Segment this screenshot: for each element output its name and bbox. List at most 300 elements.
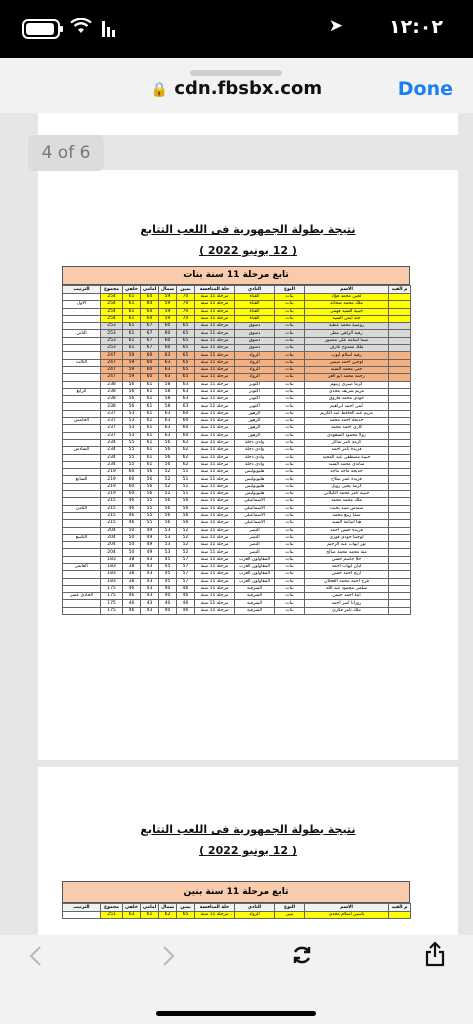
cell-club: المقاولون العرب <box>235 563 275 570</box>
table-row <box>63 301 411 308</box>
cell-gender: بنات <box>275 330 305 337</box>
cell-f: 56 <box>141 491 159 498</box>
cell-club: القناة <box>235 294 275 301</box>
cell-r: 62 <box>177 447 195 454</box>
cell-r: 65 <box>177 374 195 381</box>
table-row <box>63 308 411 315</box>
cell-f: 43 <box>141 593 159 600</box>
cell-stage: مرحلة 11 سنة <box>195 301 235 308</box>
pdf-viewer[interactable] <box>0 113 473 935</box>
cell-gender: بنات <box>275 396 305 403</box>
table-row <box>63 593 411 600</box>
cell-id <box>389 308 411 315</box>
cell-stage: مرحلة 11 سنة <box>195 549 235 556</box>
cell-r: 60 <box>177 418 195 425</box>
cell-b: 61 <box>123 330 141 337</box>
refresh-icon[interactable] <box>290 943 314 973</box>
cell-r: 63 <box>177 388 195 395</box>
cell-b: 60 <box>123 483 141 490</box>
cell-club: وادي دجلة <box>235 439 275 446</box>
cell-b: 46 <box>123 520 141 527</box>
cell-stage: مرحلة 11 سنة <box>195 527 235 534</box>
cell-r: 70 <box>177 294 195 301</box>
table-row <box>63 607 411 614</box>
column-header: الاسم <box>305 286 389 294</box>
cell-b: 60 <box>123 476 141 483</box>
cell-r: 65 <box>177 912 195 919</box>
cell-r: 56 <box>177 512 195 519</box>
cell-id <box>389 359 411 366</box>
cell-id <box>389 366 411 373</box>
chevron-right-icon[interactable] <box>162 945 176 973</box>
cell-r: 57 <box>177 571 195 578</box>
cell-f: 55 <box>141 498 159 505</box>
cell-rank: الحادي عشر <box>63 593 101 600</box>
cell-gender: بنات <box>275 491 305 498</box>
cell-b: 61 <box>123 294 141 301</box>
cell-b: 38 <box>123 571 141 578</box>
cell-total: 254 <box>101 294 123 301</box>
cell-club: الشرقية <box>235 593 275 600</box>
cell-r: 51 <box>177 483 195 490</box>
cell-id <box>389 294 411 301</box>
url-text: cdn.fbsbx.com <box>174 78 323 99</box>
cell-rank <box>63 425 101 432</box>
cell-stage: مرحلة 11 سنة <box>195 512 235 519</box>
cell-gender: بنات <box>275 542 305 549</box>
cell-rank <box>63 607 101 614</box>
cell-id <box>389 498 411 505</box>
cell-f: 49 <box>141 549 159 556</box>
cell-id <box>389 578 411 585</box>
table-row <box>63 571 411 578</box>
table-row <box>63 345 411 352</box>
cell-r: 60 <box>177 425 195 432</box>
column-header: مجموع <box>101 904 123 912</box>
cell-r: 51 <box>177 491 195 498</box>
cell-id <box>389 374 411 381</box>
cell-id <box>389 556 411 563</box>
cell-total: 175 <box>101 585 123 592</box>
cell-total: 238 <box>101 403 123 410</box>
cell-f: 64 <box>141 308 159 315</box>
cell-club: الشرقية <box>235 600 275 607</box>
cell-r: 56 <box>177 520 195 527</box>
next-results-table <box>62 903 411 919</box>
cell-name: ليان ايهاب احمد <box>305 563 389 570</box>
cell-name: حبيبة السيد فهمى <box>305 308 389 315</box>
cell-b: 46 <box>123 512 141 519</box>
cell-gender: بنات <box>275 323 305 330</box>
cell-gender: بنات <box>275 425 305 432</box>
table-row <box>63 432 411 439</box>
cell-total: 237 <box>101 425 123 432</box>
cell-rank: الثاني <box>63 330 101 337</box>
table-row <box>63 323 411 330</box>
cell-r: 51 <box>177 469 195 476</box>
cell-total: 175 <box>101 600 123 607</box>
cell-rank <box>63 571 101 578</box>
cell-f: 56 <box>141 469 159 476</box>
cell-name: كرما صبري زينهم <box>305 381 389 388</box>
cell-b: 50 <box>123 527 141 534</box>
cell-club: أكتوبر <box>235 396 275 403</box>
cell-r: 57 <box>177 556 195 563</box>
cell-gender: بنات <box>275 352 305 359</box>
cell-gender: بنات <box>275 593 305 600</box>
cell-name: سما اسامة على منصور <box>305 337 389 344</box>
cell-b: 46 <box>123 600 141 607</box>
cell-name: خديجة احمد محمد <box>305 418 389 425</box>
cell-l: 53 <box>159 527 177 534</box>
done-button[interactable]: Done <box>397 78 453 100</box>
cell-gender: بنين <box>275 912 305 919</box>
cell-rank: الثامن <box>63 505 101 512</box>
cell-id <box>389 454 411 461</box>
cell-club: المقاولون العرب <box>235 578 275 585</box>
cell-total: 234 <box>101 439 123 446</box>
cell-b: 46 <box>123 607 141 614</box>
cell-b: 59 <box>123 366 141 373</box>
cell-name: ملك تامر فكري <box>305 607 389 614</box>
cell-total: 215 <box>101 498 123 505</box>
cell-name: جنى محمد السيد <box>305 366 389 373</box>
cell-name: روضية محمد عطية <box>305 323 389 330</box>
cell-rank <box>63 345 101 352</box>
table-row <box>63 403 411 410</box>
cell-l: 58 <box>159 396 177 403</box>
cell-id <box>389 418 411 425</box>
cell-f: 67 <box>141 323 159 330</box>
cell-gender: بنات <box>275 534 305 541</box>
table-row <box>63 600 411 607</box>
cell-f: 61 <box>141 425 159 432</box>
table-row <box>63 425 411 432</box>
cell-rank <box>63 294 101 301</box>
cell-r: 65 <box>177 352 195 359</box>
cell-rank <box>63 308 101 315</box>
cell-name: حبيبة تامر محمد الكيلاني <box>305 491 389 498</box>
cell-total: 215 <box>101 505 123 512</box>
cell-id <box>389 520 411 527</box>
cell-l: 52 <box>159 476 177 483</box>
cell-id <box>389 476 411 483</box>
column-header: الترتيب <box>63 904 101 912</box>
cell-f: 55 <box>141 520 159 527</box>
cell-f: 67 <box>141 330 159 337</box>
cell-gender: بنات <box>275 578 305 585</box>
cell-id <box>389 461 411 468</box>
cell-l: 45 <box>159 556 177 563</box>
cell-club: الرواد <box>235 366 275 373</box>
cell-id <box>389 352 411 359</box>
cell-total: 204 <box>101 549 123 556</box>
cell-club: دسوق <box>235 323 275 330</box>
cell-club: القناة <box>235 308 275 315</box>
column-header: م القيد <box>389 286 411 294</box>
cell-club: الرواد <box>235 352 275 359</box>
cell-total: 247 <box>101 366 123 373</box>
cell-gender: بنات <box>275 381 305 388</box>
cell-rank <box>63 315 101 322</box>
cell-r: 65 <box>177 323 195 330</box>
cell-club: النصر <box>235 534 275 541</box>
cell-club: الاسماعيلى <box>235 520 275 527</box>
cell-b: 55 <box>123 461 141 468</box>
cell-l: 45 <box>159 571 177 578</box>
cell-total: 254 <box>101 315 123 322</box>
cell-name: كرمة تامر شاكر <box>305 439 389 446</box>
cell-gender: بنات <box>275 454 305 461</box>
cell-l: 63 <box>159 425 177 432</box>
cell-r: 62 <box>177 461 195 468</box>
cell-stage: مرحلة 11 سنة <box>195 337 235 344</box>
cell-gender: بنات <box>275 549 305 556</box>
cell-club: دسوق <box>235 345 275 352</box>
cell-total: 247 <box>101 359 123 366</box>
cell-name: حلا جاسم حسن <box>305 556 389 563</box>
share-icon[interactable] <box>424 941 446 973</box>
cell-b: 56 <box>123 388 141 395</box>
table-row <box>63 439 411 446</box>
cell-b: 53 <box>123 418 141 425</box>
cell-name: ملك محمد شحاتة <box>305 301 389 308</box>
cell-stage: مرحلة 11 سنة <box>195 432 235 439</box>
table-row <box>63 315 411 322</box>
cell-r: 57 <box>177 578 195 585</box>
cell-f: 61 <box>141 403 159 410</box>
column-header: مجموع <box>101 286 123 294</box>
cell-id <box>389 491 411 498</box>
cell-name: سندس سيد بخيت <box>305 505 389 512</box>
cell-rank <box>63 352 101 359</box>
table-row <box>63 294 411 301</box>
cell-club: الشرقية <box>235 607 275 614</box>
cell-gender: بنات <box>275 315 305 322</box>
cell-total: 253 <box>101 337 123 344</box>
cell-gender: بنات <box>275 337 305 344</box>
cell-gender: بنات <box>275 345 305 352</box>
cell-l: 56 <box>159 454 177 461</box>
cell-f: 60 <box>141 366 159 373</box>
results-table <box>62 285 411 615</box>
cell-gender: بنات <box>275 607 305 614</box>
table-row <box>63 512 411 519</box>
cell-rank <box>63 585 101 592</box>
cell-r: 63 <box>177 381 195 388</box>
chevron-left-icon[interactable] <box>28 945 42 973</box>
cell-id <box>389 403 411 410</box>
cell-f: 43 <box>141 563 159 570</box>
cell-total: 234 <box>101 461 123 468</box>
cell-b: 53 <box>123 425 141 432</box>
cell-stage: مرحلة 11 سنة <box>195 366 235 373</box>
cell-rank <box>63 469 101 476</box>
cell-club: هليوبوليس <box>235 476 275 483</box>
table-row <box>63 498 411 505</box>
sheet-grabber[interactable] <box>190 70 282 76</box>
cell-gender: بنات <box>275 294 305 301</box>
cell-name: ساندي محمد السيد <box>305 461 389 468</box>
cell-stage: مرحلة 11 سنة <box>195 483 235 490</box>
cell-club: الاسماعيلى <box>235 498 275 505</box>
cell-id <box>389 432 411 439</box>
cell-gender: بنات <box>275 410 305 417</box>
cell-name: رحمة محمد ابو العز <box>305 374 389 381</box>
cell-r: 70 <box>177 301 195 308</box>
cell-rank <box>63 483 101 490</box>
cell-stage: مرحلة 11 سنة <box>195 345 235 352</box>
cell-id <box>389 549 411 556</box>
cell-r: 46 <box>177 600 195 607</box>
cell-stage: مرحلة 11 سنة <box>195 600 235 607</box>
cell-name: لوجينا جودي فوزي <box>305 534 389 541</box>
cell-gender: بنات <box>275 359 305 366</box>
cell-rank <box>63 454 101 461</box>
cell-l: 63 <box>159 418 177 425</box>
cell-rank <box>63 439 101 446</box>
cell-stage: مرحلة 11 سنة <box>195 454 235 461</box>
cell-name: جودي محمد فاروق <box>305 396 389 403</box>
cell-club: النصر <box>235 527 275 534</box>
cell-id <box>389 563 411 570</box>
cell-id <box>389 527 411 534</box>
cell-gender: بنات <box>275 483 305 490</box>
cell-rank: الأول <box>63 301 101 308</box>
cell-stage: مرحلة 11 سنة <box>195 294 235 301</box>
cell-l: 40 <box>159 585 177 592</box>
cell-b: 59 <box>123 352 141 359</box>
cell-b: 55 <box>123 447 141 454</box>
cell-club: هليوبوليس <box>235 469 275 476</box>
cell-gender: بنات <box>275 418 305 425</box>
cell-club: دسوق <box>235 337 275 344</box>
cell-l: 60 <box>159 337 177 344</box>
cell-id <box>389 410 411 417</box>
cell-gender: بنات <box>275 403 305 410</box>
cell-total: 219 <box>101 491 123 498</box>
cell-club: الشرقية <box>235 585 275 592</box>
cell-name: لجين محمد فؤاد <box>305 294 389 301</box>
cell-rank <box>63 410 101 417</box>
cell-f: 67 <box>141 337 159 344</box>
cell-b: 53 <box>123 432 141 439</box>
cell-rank <box>63 556 101 563</box>
cell-name: رولا محمود السعودي <box>305 432 389 439</box>
cell-total: 204 <box>101 542 123 549</box>
cell-f: 43 <box>141 600 159 607</box>
cell-total: 237 <box>101 410 123 417</box>
cell-l: 60 <box>159 330 177 337</box>
section-title: تابع مرحلة 11 سنة بنات <box>62 266 410 285</box>
cell-l: 58 <box>159 381 177 388</box>
cell-total: 253 <box>101 345 123 352</box>
cell-rank <box>63 600 101 607</box>
cell-total: 215 <box>101 520 123 527</box>
cell-gender: بنات <box>275 498 305 505</box>
cell-name: اريج احمد حسن <box>305 571 389 578</box>
cell-total: 238 <box>101 388 123 395</box>
column-header: النادي <box>235 286 275 294</box>
column-header: يمين <box>177 904 195 912</box>
cell-gender: بنات <box>275 439 305 446</box>
cell-r: 46 <box>177 607 195 614</box>
cell-b: 63 <box>123 912 141 919</box>
cell-rank <box>63 578 101 585</box>
cell-r: 52 <box>177 527 195 534</box>
cell-name: كاري احمد محمد <box>305 425 389 432</box>
cell-stage: مرحلة 11 سنة <box>195 308 235 315</box>
cell-name: ياسين اسلام مجدي <box>305 912 389 919</box>
cell-b: 38 <box>123 563 141 570</box>
pdf-page-current <box>38 170 458 760</box>
cell-f: 56 <box>141 476 159 483</box>
table-header-row <box>63 286 411 294</box>
cell-total: 219 <box>101 483 123 490</box>
column-header: حلة المنافسة <box>195 904 235 912</box>
cell-gender: بنات <box>275 556 305 563</box>
cell-gender: بنات <box>275 461 305 468</box>
column-header: النوع <box>275 904 305 912</box>
cell-f: 60 <box>141 359 159 366</box>
cell-l: 53 <box>159 542 177 549</box>
cell-b: 53 <box>123 410 141 417</box>
cell-gender: بنات <box>275 432 305 439</box>
cell-club: القناة <box>235 315 275 322</box>
cell-id <box>389 381 411 388</box>
cell-stage: مرحلة 11 سنة <box>195 505 235 512</box>
cell-f: 49 <box>141 527 159 534</box>
table-row <box>63 534 411 541</box>
cell-b: 56 <box>123 403 141 410</box>
cell-l: 56 <box>159 439 177 446</box>
cell-gender: بنات <box>275 366 305 373</box>
cell-l: 52 <box>159 469 177 476</box>
cell-club: النصر <box>235 549 275 556</box>
table-row <box>63 556 411 563</box>
status-bar <box>0 0 473 58</box>
cell-total: 253 <box>101 330 123 337</box>
table-row <box>63 585 411 592</box>
cell-total: 183 <box>101 556 123 563</box>
cell-f: 61 <box>141 454 159 461</box>
cell-id <box>389 483 411 490</box>
cell-l: 52 <box>159 491 177 498</box>
table-row <box>63 352 411 359</box>
table-row <box>63 366 411 373</box>
cell-name: فريدة تامر احمد <box>305 447 389 454</box>
home-indicator <box>156 1011 316 1016</box>
cell-name: خديجة ماجد ماجد <box>305 469 389 476</box>
cell-total: 251 <box>101 912 123 919</box>
cell-l: 60 <box>159 323 177 330</box>
cell-r: 70 <box>177 308 195 315</box>
column-header: حلة المنافسة <box>195 286 235 294</box>
cell-rank <box>63 498 101 505</box>
cell-rank <box>63 381 101 388</box>
cell-total: 175 <box>101 607 123 614</box>
cell-id <box>389 534 411 541</box>
cell-total: 215 <box>101 512 123 519</box>
cell-r: 52 <box>177 534 195 541</box>
cell-stage: مرحلة 11 سنة <box>195 578 235 585</box>
cell-l: 59 <box>159 294 177 301</box>
cell-club: وادي دجلة <box>235 461 275 468</box>
cell-rank <box>63 374 101 381</box>
cell-club: وادي دجلة <box>235 454 275 461</box>
cell-f: 61 <box>141 418 159 425</box>
cell-r: 70 <box>177 315 195 322</box>
